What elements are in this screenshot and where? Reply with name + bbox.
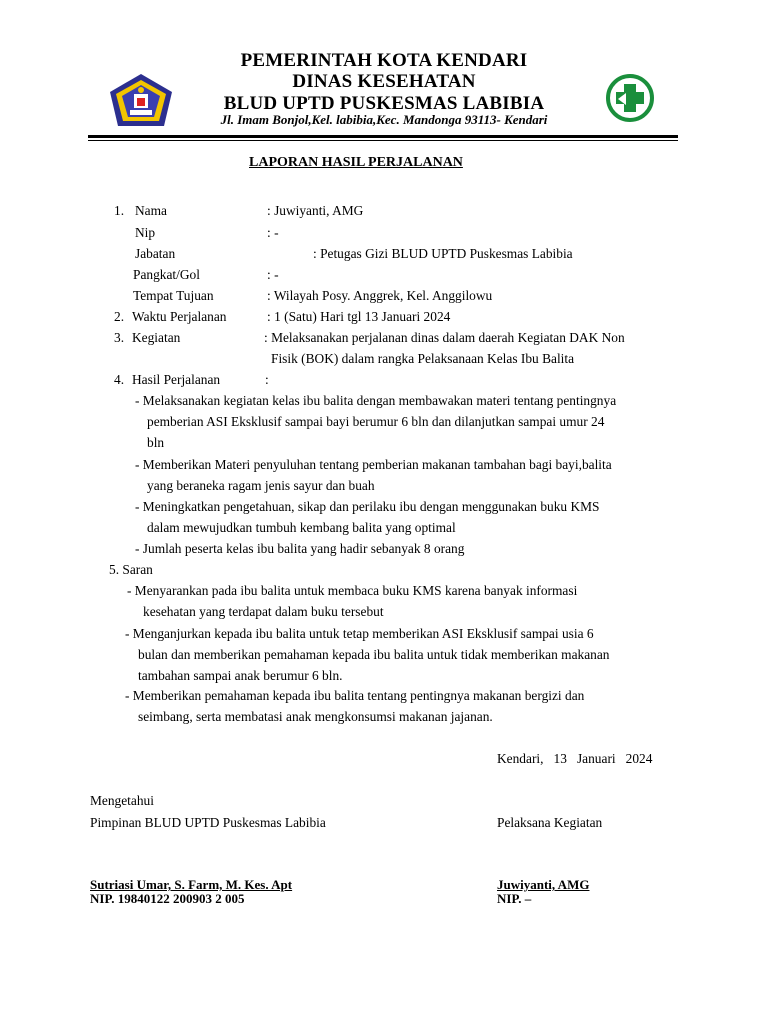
- saran-line: - Menyarankan pada ibu balita untuk membaca buku KMS karena banyak informasi: [127, 583, 578, 598]
- document-title: LAPORAN HASIL PERJALANAN: [249, 155, 463, 170]
- nip-value: : -: [267, 225, 279, 240]
- kegiatan-value-line-1: : Melaksanakan perjalanan dinas dalam daerah Kegiatan DAK Non: [264, 330, 625, 345]
- jabatan-value: : Petugas Gizi BLUD UPTD Puskesmas Labibia: [313, 246, 573, 261]
- hasil-line: - Meningkatkan pengetahuan, sikap dan perilaku ibu dengan menggunakan buku KMS: [135, 499, 600, 514]
- nama-value: : Juwiyanti, AMG: [267, 203, 364, 218]
- left-signatory-nip: NIP. 19840122 200903 2 005: [90, 891, 245, 906]
- item-number-1: 1.: [114, 203, 125, 218]
- saran-line: - Memberikan pemahaman kepada ibu balita tentang pentingnya makanan bergizi dan: [125, 688, 585, 703]
- nama-label: Nama: [135, 203, 167, 218]
- kegiatan-label: Kegiatan: [132, 330, 181, 345]
- header-rule-thick: [88, 135, 678, 138]
- item-number-3: 3.: [114, 330, 125, 345]
- hasil-label: Hasil Perjalanan: [132, 372, 221, 387]
- header-address: Jl. Imam Bonjol,Kel. labibia,Kec. Mandonga 93113- Kendari: [220, 112, 548, 127]
- pangkat-label: Pangkat/Gol: [133, 267, 200, 282]
- date-line: Kendari, 13 Januari 2024: [497, 751, 653, 766]
- hasil-line: yang beraneka ragam jenis sayur dan buah: [147, 478, 375, 493]
- jabatan-label: Jabatan: [135, 246, 176, 261]
- hasil-line: - Jumlah peserta kelas ibu balita yang hadir sebanyak 8 orang: [135, 541, 465, 556]
- left-signatory-name: Sutriasi Umar, S. Farm, M. Kes. Apt: [90, 877, 293, 892]
- item-number-4: 4.: [114, 372, 125, 387]
- right-signatory-role: Pelaksana Kegiatan: [497, 815, 603, 830]
- waktu-label: Waktu Perjalanan: [132, 309, 227, 324]
- tujuan-value: : Wilayah Posy. Anggrek, Kel. Anggilowu: [267, 288, 493, 303]
- saran-line: bulan dan memberikan pemahaman kepada ibu balita untuk tidak memberikan makanan: [138, 647, 610, 662]
- pangkat-value: : -: [267, 267, 279, 282]
- hasil-line: dalam mewujudkan tumbuh kembang balita yang optimal: [147, 520, 456, 535]
- right-signatory-nip: NIP. –: [497, 891, 532, 906]
- left-signatory-role: Pimpinan BLUD UPTD Puskesmas Labibia: [90, 815, 326, 830]
- saran-line: tambahan sampai anak berumur 6 bln.: [138, 668, 343, 683]
- hasil-line: - Memberikan Materi penyuluhan tentang pemberian makanan tambahan bagi bayi,balita: [135, 457, 612, 472]
- right-signatory-name: Juwiyanti, AMG: [497, 877, 590, 892]
- header-rule-thin: [88, 140, 678, 141]
- header-line-3: BLUD UPTD PUSKESMAS LABIBIA: [223, 93, 545, 114]
- header-line-1: PEMERINTAH KOTA KENDARI: [240, 50, 528, 71]
- hasil-line: pemberian ASI Eksklusif sampai bayi berumur 6 bln dan dilanjutkan sampai umur 24: [147, 414, 605, 429]
- saran-line: - Menganjurkan kepada ibu balita untuk tetap memberikan ASI Eksklusif sampai usia 6: [125, 626, 594, 641]
- item-number-2: 2.: [114, 309, 125, 324]
- mengetahui-label: Mengetahui: [90, 793, 154, 808]
- hasil-line: bln: [147, 435, 165, 450]
- tujuan-label: Tempat Tujuan: [133, 288, 214, 303]
- hasil-colon: :: [265, 372, 269, 387]
- kegiatan-value-line-2: Fisik (BOK) dalam rangka Pelaksanaan Kelas Ibu Balita: [271, 351, 575, 366]
- saran-line: kesehatan yang terdapat dalam buku tersebut: [143, 604, 384, 619]
- saran-line: seimbang, serta membatasi anak mengkonsumsi makanan jajanan.: [138, 709, 493, 724]
- saran-label: 5. Saran: [109, 562, 153, 577]
- header-line-2: DINAS KESEHATAN: [292, 71, 476, 92]
- waktu-value: : 1 (Satu) Hari tgl 13 Januari 2024: [267, 309, 451, 324]
- hasil-line: - Melaksanakan kegiatan kelas ibu balita dengan membawakan materi tentang pentingnya: [135, 393, 617, 408]
- nip-label: Nip: [135, 225, 156, 240]
